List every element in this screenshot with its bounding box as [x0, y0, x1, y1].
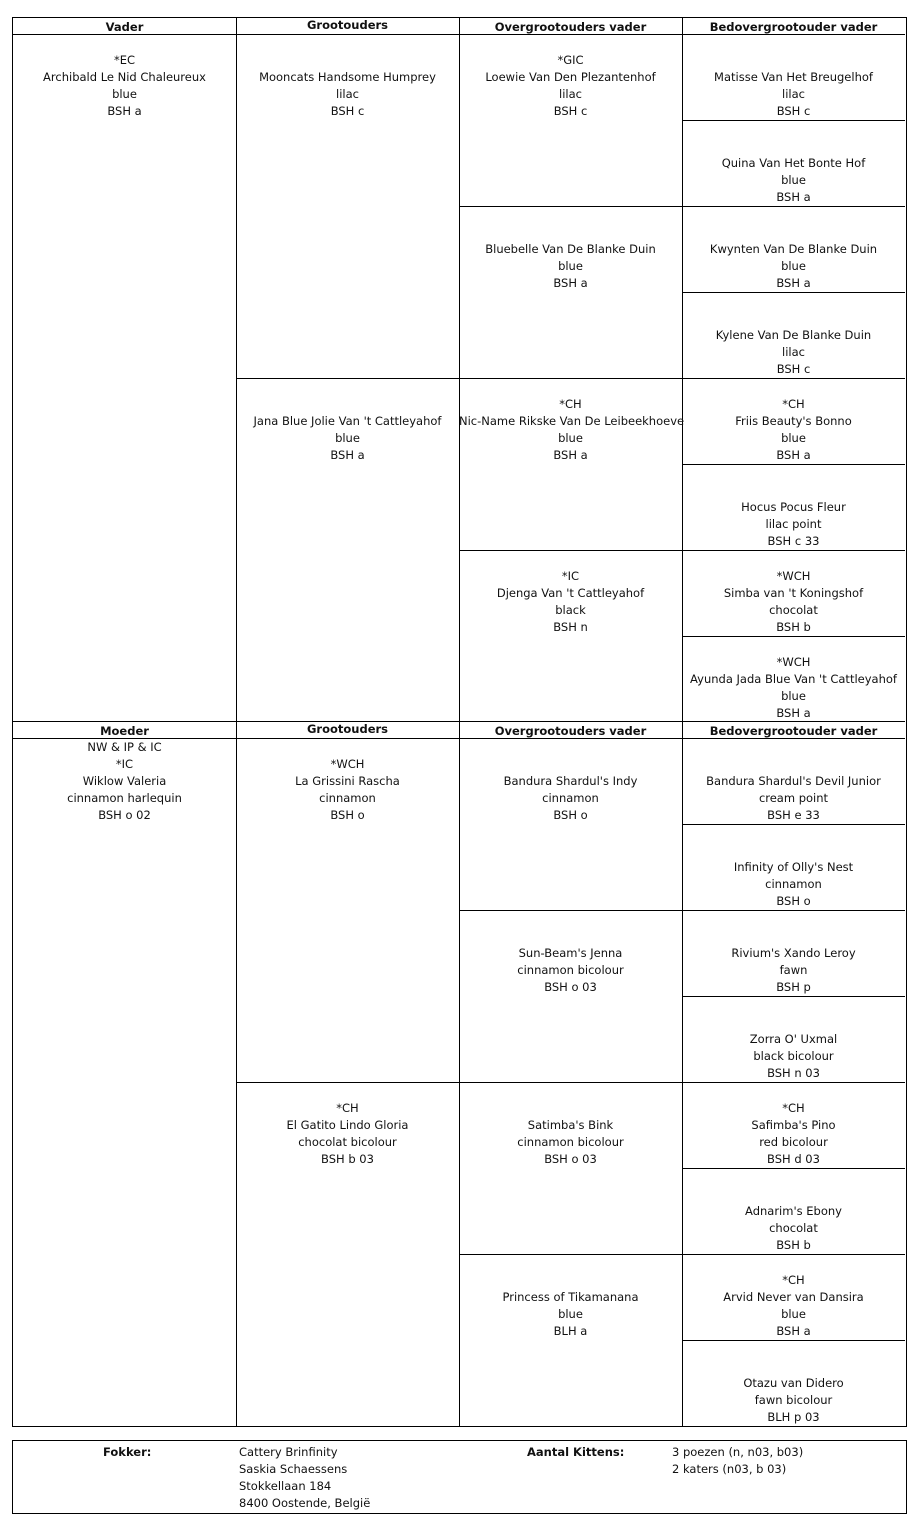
- cat-name: Bluebelle Van De Blanke Duin: [485, 242, 656, 256]
- sire-cell: [13, 52, 236, 120]
- cat-name: Ayunda Jada Blue Van 't Cattleyahof: [690, 672, 897, 686]
- cat-title: *GIC: [557, 53, 584, 67]
- cat-color: blue: [558, 431, 583, 445]
- great-grandparent-cell: [459, 1289, 682, 1340]
- great-great-grandparent-cell: [682, 396, 905, 464]
- great-great-grandparent-cell: [682, 654, 905, 722]
- cat-color: black: [555, 603, 586, 617]
- breeder-line: Stokkellaan 184: [239, 1479, 332, 1493]
- cat-color: cinnamon: [542, 791, 599, 805]
- cat-code: BSH a: [776, 190, 811, 204]
- cat-title: *IC: [115, 757, 134, 771]
- cat-name: Zorra O' Uxmal: [749, 1032, 838, 1046]
- cat-code: BSH o: [330, 808, 365, 822]
- cat-code: BSH a: [776, 448, 811, 462]
- cat-name: Archibald Le Nid Chaleureux: [43, 70, 206, 84]
- great-grandparent-cell: [459, 773, 682, 824]
- cat-code: BSH o 03: [544, 1152, 597, 1166]
- cat-color: cinnamon: [765, 877, 822, 891]
- header-grandparents: Grootouders: [306, 722, 389, 736]
- cat-color: lilac: [336, 87, 359, 101]
- cat-color: blue: [112, 87, 137, 101]
- cat-code: BSH o 02: [98, 808, 151, 822]
- cat-code: BSH c: [330, 104, 365, 118]
- cat-name: La Grissini Rascha: [295, 774, 400, 788]
- cat-name: Rivium's Xando Leroy: [731, 946, 856, 960]
- header-great-great-grandparents: Bedovergrootouder vader: [709, 724, 878, 738]
- cat-name: Simba van 't Koningshof: [723, 586, 864, 600]
- cat-titles: NW & IP & IC: [87, 740, 162, 754]
- cat-name: Bandura Shardul's Indy: [503, 774, 638, 788]
- cat-color: cinnamon harlequin: [67, 791, 182, 805]
- cat-name: Kylene Van De Blanke Duin: [715, 328, 872, 342]
- cat-color: blue: [558, 1307, 583, 1321]
- cat-code: BSH o: [776, 894, 811, 908]
- row-divider: [682, 824, 905, 825]
- great-grandparent-cell: [459, 396, 685, 464]
- cat-code: BLH a: [553, 1324, 588, 1338]
- breeder-label: Fokker:: [103, 1445, 152, 1459]
- cat-color: cinnamon bicolour: [517, 1135, 624, 1149]
- row-divider: [459, 550, 905, 551]
- header-dam: Moeder: [100, 724, 149, 738]
- kittens-details: [672, 1444, 803, 1478]
- kittens-label: Aantal Kittens:: [527, 1445, 625, 1459]
- grandparent-cell: [236, 756, 459, 824]
- cat-name: Bandura Shardul's Devil Junior: [706, 774, 881, 788]
- great-great-grandparent-cell: [682, 1031, 905, 1082]
- cat-color: blue: [781, 689, 806, 703]
- cat-title: *CH: [782, 1101, 805, 1115]
- cat-name: Matisse Van Het Breugelhof: [714, 70, 873, 84]
- cat-name: Arvid Never van Dansira: [723, 1290, 864, 1304]
- cat-name: Safimba's Pino: [751, 1118, 836, 1132]
- great-great-grandparent-cell: [682, 327, 905, 378]
- great-great-grandparent-cell: [682, 773, 905, 824]
- cat-title: *CH: [336, 1101, 359, 1115]
- cat-name: Nic-Name Rikske Van De Leibeekhoeve: [459, 414, 685, 428]
- cat-code: BSH a: [330, 448, 365, 462]
- great-great-grandparent-cell: [682, 1203, 905, 1254]
- great-grandparent-cell: [459, 1117, 682, 1168]
- cat-color: cinnamon bicolour: [517, 963, 624, 977]
- cat-title: *WCH: [776, 569, 811, 583]
- kittens-line: 2 katers (n03, b 03): [672, 1462, 787, 1476]
- row-divider: [682, 996, 905, 997]
- great-grandparent-cell: [459, 945, 682, 996]
- row-divider: [236, 1082, 905, 1083]
- cat-color: blue: [335, 431, 360, 445]
- cat-name: Quina Van Het Bonte Hof: [721, 156, 866, 170]
- cat-title: *CH: [559, 397, 582, 411]
- cat-color: chocolat bicolour: [298, 1135, 397, 1149]
- cat-name: Djenga Van 't Cattleyahof: [496, 586, 645, 600]
- breeder-details: [239, 1444, 370, 1512]
- breeder-line: 8400 Oostende, België: [239, 1496, 371, 1510]
- cat-name: Infinity of Olly's Nest: [733, 860, 854, 874]
- great-great-grandparent-cell: [682, 859, 905, 910]
- cat-code: BSH a: [107, 104, 142, 118]
- cat-color: cinnamon: [319, 791, 376, 805]
- cat-code: BSH c: [776, 104, 811, 118]
- great-great-grandparent-cell: [682, 241, 905, 292]
- header-sire: Vader: [105, 20, 144, 34]
- cat-name: Princess of Tikamanana: [502, 1290, 639, 1304]
- cat-color: blue: [781, 1307, 806, 1321]
- kittens-line: 3 poezen (n, n03, b03): [672, 1445, 804, 1459]
- cat-color: lilac: [782, 345, 805, 359]
- great-grandparent-cell: [459, 568, 682, 636]
- cat-code: BSH n 03: [767, 1066, 820, 1080]
- row-divider: [682, 1168, 905, 1169]
- cat-name: Satimba's Bink: [527, 1118, 614, 1132]
- row-divider: [682, 120, 905, 121]
- cat-color: blue: [781, 173, 806, 187]
- header-great-great-grandparents: Bedovergrootouder vader: [709, 20, 878, 34]
- grandparent-cell: [236, 1100, 459, 1168]
- cat-code: BSH o 03: [544, 980, 597, 994]
- grandparent-cell: [236, 69, 459, 120]
- cat-color: blue: [781, 259, 806, 273]
- cat-code: BSH e 33: [767, 808, 820, 822]
- great-grandparent-cell: [459, 52, 682, 120]
- cat-color: cream point: [758, 791, 829, 805]
- cat-color: chocolat: [769, 603, 818, 617]
- cat-code: BLH p 03: [767, 1410, 820, 1424]
- cat-title: *EC: [113, 53, 136, 67]
- cat-name: Sun-Beam's Jenna: [518, 946, 623, 960]
- cat-name: Adnarim's Ebony: [745, 1204, 842, 1218]
- cat-color: fawn: [779, 963, 808, 977]
- cat-color: blue: [781, 431, 806, 445]
- cat-code: BSH a: [776, 276, 811, 290]
- cat-code: BSH a: [776, 706, 811, 720]
- cat-name: Kwynten Van De Blanke Duin: [709, 242, 878, 256]
- cat-code: BSH b 03: [321, 1152, 374, 1166]
- cat-name: Loewie Van Den Plezantenhof: [485, 70, 656, 84]
- cat-name: Mooncats Handsome Humprey: [259, 70, 436, 84]
- cat-code: BSH a: [776, 1324, 811, 1338]
- row-divider: [682, 1340, 905, 1341]
- breeder-line: Cattery Brinfinity: [239, 1445, 338, 1459]
- great-great-grandparent-cell: [682, 1100, 905, 1168]
- cat-color: red bicolour: [759, 1135, 828, 1149]
- cat-color: black bicolour: [753, 1049, 834, 1063]
- breeder-line: Saskia Schaessens: [239, 1462, 348, 1476]
- cat-code: BSH c: [776, 362, 811, 376]
- cat-code: BSH a: [553, 276, 588, 290]
- breeder-info-box: [12, 1440, 907, 1514]
- cat-name: Wiklow Valeria: [82, 774, 167, 788]
- grandparent-cell: [236, 413, 459, 464]
- great-great-grandparent-cell: [682, 945, 905, 996]
- row-divider: [459, 1254, 905, 1255]
- great-great-grandparent-cell: [682, 568, 905, 636]
- great-great-grandparent-cell: [682, 1272, 905, 1340]
- cat-color: chocolat: [769, 1221, 818, 1235]
- row-divider: [682, 464, 905, 465]
- cat-code: BSH b: [776, 620, 811, 634]
- header-great-grandparents: Overgrootouders vader: [494, 20, 647, 34]
- cat-title: *WCH: [776, 655, 811, 669]
- header-divider: [13, 34, 905, 35]
- cat-code: BSH a: [553, 448, 588, 462]
- row-divider: [682, 292, 905, 293]
- cat-code: BSH d 03: [767, 1152, 820, 1166]
- row-divider: [459, 910, 905, 911]
- row-divider: [236, 378, 905, 379]
- cat-name: El Gatito Lindo Gloria: [286, 1118, 409, 1132]
- cat-code: BSH n: [553, 620, 588, 634]
- cat-title: *CH: [782, 1273, 805, 1287]
- pedigree-table: [12, 17, 907, 1427]
- cat-title: *CH: [782, 397, 805, 411]
- cat-color: lilac: [559, 87, 582, 101]
- cat-name: Jana Blue Jolie Van 't Cattleyahof: [253, 414, 442, 428]
- cat-title: *WCH: [330, 757, 365, 771]
- cat-name: Hocus Pocus Fleur: [741, 500, 846, 514]
- great-great-grandparent-cell: [682, 155, 905, 206]
- cat-color: lilac: [782, 87, 805, 101]
- row-divider: [682, 636, 905, 637]
- cat-name: Otazu van Didero: [743, 1376, 844, 1390]
- great-grandparent-cell: [459, 241, 682, 292]
- row-divider: [459, 206, 905, 207]
- great-great-grandparent-cell: [682, 1375, 905, 1426]
- cat-title: *IC: [561, 569, 580, 583]
- cat-code: BSH c 33: [767, 534, 820, 548]
- header-grandparents: Grootouders: [306, 18, 389, 32]
- great-great-grandparent-cell: [682, 499, 905, 550]
- cat-code: BSH o: [553, 808, 588, 822]
- cat-color: blue: [558, 259, 583, 273]
- header-great-grandparents: Overgrootouders vader: [494, 724, 647, 738]
- cat-color: fawn bicolour: [754, 1393, 833, 1407]
- cat-code: BSH b: [776, 1238, 811, 1252]
- cat-code: BSH c: [553, 104, 588, 118]
- cat-name: Friis Beauty's Bonno: [735, 414, 852, 428]
- great-great-grandparent-cell: [682, 69, 905, 120]
- cat-color: lilac point: [765, 517, 822, 531]
- cat-code: BSH p: [776, 980, 811, 994]
- column-divider: [459, 18, 460, 1426]
- dam-cell: [13, 739, 236, 824]
